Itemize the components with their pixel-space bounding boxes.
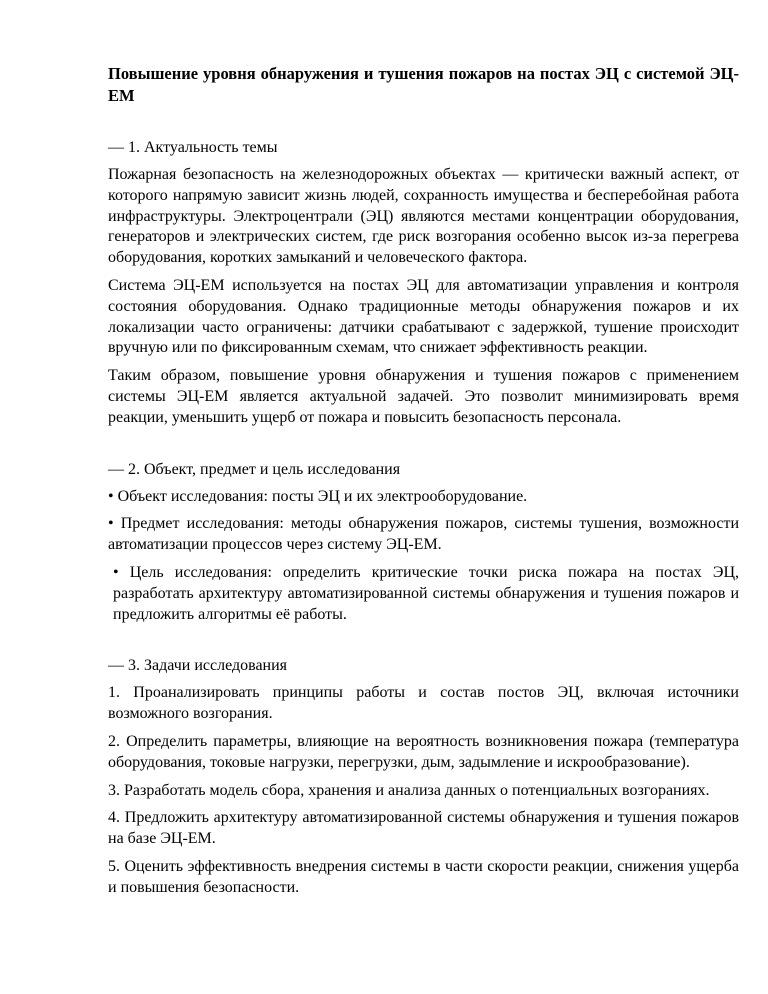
section-3-item-5: 5. Оценить эффективность внедрения системы в части скорости реакции, снижения ущерба и повышения безопасности. [108, 857, 739, 896]
section-3-item-3: 3. Разработать модель сбора, хранения и анализа данных о потенциальных возгораниях. [108, 781, 710, 799]
section-object-subject-goal [108, 459, 739, 626]
document-title: Повышение уровня обнаружения и тушения пожаров на постах ЭЦ с системой ЭЦ-ЕМ [108, 64, 739, 105]
section-3-item-2: 2. Определить параметры, влияющие на вероятность возникновения пожара (температура оборудования, токовые нагрузки, перегрузки, дым, задымление и искрообразование). [108, 732, 739, 771]
section-relevance [108, 137, 739, 429]
section-3-item-1: 1. Проанализировать принципы работы и состав постов ЭЦ, включая источники возможного возгорания. [108, 684, 739, 723]
section-3-heading: — 3. Задачи исследования [108, 657, 288, 675]
section-1-paragraph-2: Система ЭЦ-ЕМ используется на постах ЭЦ для автоматизации управления и контроля состояния оборудования. Однако традиционные методы обнаружения пожаров и их локализации часто ограничены: датчики срабатывают с задержкой, тушение происходит вручную или по фиксированным схемам, что снижает эффективность реакции. [108, 276, 739, 357]
section-3-item-4: 4. Предложить архитектуру автоматизированной системы обнаружения и тушения пожаров на базе ЭЦ-ЕМ. [108, 809, 739, 848]
section-2-bullet-2: • Предмет исследования: методы обнаружения пожаров, системы тушения, возможности автоматизации процессов через систему ЭЦ-ЕМ. [108, 515, 739, 554]
section-tasks [108, 655, 739, 898]
section-1-heading: — 1. Актуальность темы [108, 139, 278, 156]
section-1-paragraph-1: Пожарная безопасность на железнодорожных объектах — критически важный аспект, от которого напрямую зависит жизнь людей, сохранность имущества и бесперебойная работа инфраструктуры. Электроцентрали (ЭЦ) являются местами концентрации оборудования, генераторов и электрических систем, где риск возгорания особенно высок из-за перегрева оборудования, коротких замыканий и человеческого фактора. [108, 166, 739, 267]
section-2-heading: — 2. Объект, предмет и цель исследования [108, 460, 401, 478]
section-1-paragraph-3: Таким образом, повышение уровня обнаружения и тушения пожаров с применением системы ЭЦ-ЕМ является актуальной задачей. Это позволит минимизировать время реакции, уменьшить ущерб от пожара и повысить безопасность персонала. [108, 367, 739, 426]
section-2-bullet-1: • Объект исследования: посты ЭЦ и их электрооборудование. [108, 487, 528, 505]
section-2-bullet-3: • Цель исследования: определить критические точки риска пожара на постах ЭЦ, разработать архитектуру автоматизированной системы обнаружения и тушения пожаров и предложить алгоритмы её работы. [113, 563, 739, 623]
